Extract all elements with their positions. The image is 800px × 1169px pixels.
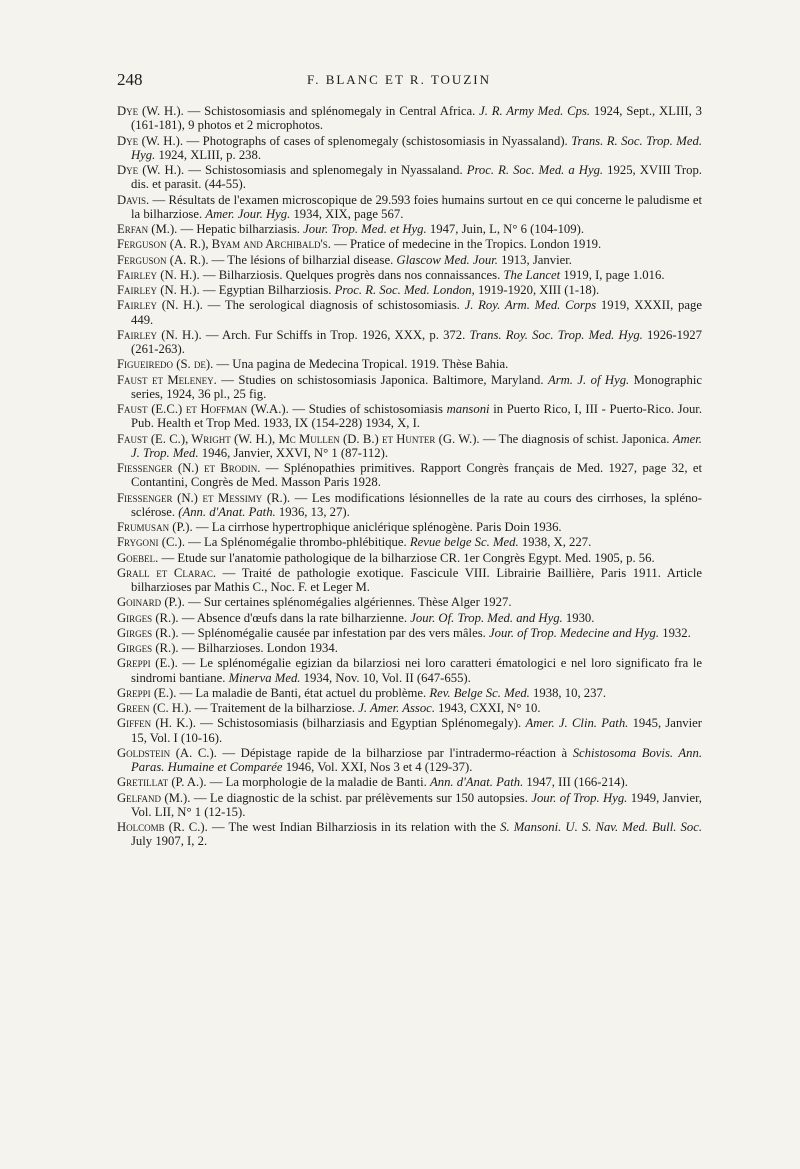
reference-author: Goebel. xyxy=(117,550,159,565)
reference-journal: Glascow Med. Jour. xyxy=(396,252,498,267)
reference-author: Dye (W. H.). xyxy=(117,104,184,118)
reference-author: Fairley (N. H.). xyxy=(117,327,202,342)
reference-entry xyxy=(117,461,702,490)
reference-text: — Photographs of cases of splenomegaly (schistosomiasis in Nyassaland). xyxy=(183,133,572,148)
reference-details: 1932. xyxy=(659,625,691,640)
reference-author: Figueiredo (S. de). xyxy=(117,357,214,372)
reference-author: Dye (W. H.). xyxy=(117,163,185,177)
reference-journal: Proc. R. Soc. Med. a Hyg. xyxy=(466,163,604,177)
reference-author: Frygoni (C.). xyxy=(117,535,185,550)
reference-journal: Trans. R. Soc. Trop. Med. Hyg. xyxy=(131,133,702,162)
reference-author: Ferguson (A. R.). xyxy=(117,252,209,267)
reference-author: Davis. xyxy=(117,192,150,207)
reference-entry xyxy=(117,641,702,655)
reference-entry xyxy=(117,656,702,685)
reference-journal: Trans. Roy. Soc. Trop. Med. Hyg. xyxy=(469,327,643,342)
reference-text: — Hepatic bilharziasis. xyxy=(177,222,304,236)
reference-text: — Schistosomiasis (bilharziasis and Egyptian Splénomegaly). xyxy=(195,716,526,731)
reference-text: — The serological diagnosis of schistosomiasis. xyxy=(202,298,465,313)
reference-details: 1925, XVIII Trop. dis. et parasit. (44-55). xyxy=(131,163,702,192)
running-head: F. BLANC ET R. TOUZIN xyxy=(307,72,491,87)
reference-author: Greppi (E.). xyxy=(117,685,177,700)
reference-author: Faust et Meleney. xyxy=(117,372,217,387)
reference-text: — Splénopathies primitives. Rapport Congrès français de Med. 1927, page 32, et Contantini, Congrès de Med. Masson Paris 1928. xyxy=(131,461,702,490)
reference-entry xyxy=(117,402,702,431)
reference-text: — La maladie de Banti, état actuel du problème. xyxy=(176,685,430,700)
reference-details: 1913, Janvier. xyxy=(497,252,572,267)
reference-entry xyxy=(117,626,702,640)
reference-text: — Arch. Fur Schiffs in Trop. 1926, XXX, p. 372. xyxy=(201,327,470,342)
reference-entry xyxy=(117,491,702,520)
reference-details: 1934, XIX, page 567. xyxy=(290,206,404,221)
reference-journal: Ann. d'Anat. Path. xyxy=(429,775,524,790)
reference-details: 1945, Janvier 15, Vol. I (10-16). xyxy=(131,716,703,745)
reference-author: Goinard (P.). xyxy=(117,595,185,610)
reference-details: 1938, X, 227. xyxy=(518,535,592,550)
reference-journal: J. R. Army Med. Cps. xyxy=(479,104,591,118)
reference-text: — Dépistage rapide de la bilharziose par l'intradermo-réaction à xyxy=(216,745,573,760)
reference-journal: Amer. J. Clin. Path. xyxy=(525,716,629,731)
reference-text: — Splénomégalie causée par infestation par des vers mâles. xyxy=(178,625,489,640)
reference-details: 1949, Janvier, Vol. LII, N° 1 (12-15). xyxy=(131,790,702,819)
reference-details: Monographic series, 1924, 36 pl., 25 fig. xyxy=(131,372,703,401)
reference-entry xyxy=(117,268,702,282)
reference-text: — Studies of schistosomiasis xyxy=(288,402,447,416)
reference-journal: S. Mansoni. U. S. Nav. Med. Bull. Soc. xyxy=(500,820,702,834)
reference-author: Erfan (M.). xyxy=(117,222,178,236)
reference-author: Girges (R.). xyxy=(117,641,179,655)
reference-author: Girges (R.). xyxy=(117,625,179,640)
reference-entry xyxy=(117,134,702,163)
reference-journal: Amer. J. Trop. Med. xyxy=(131,431,702,460)
reference-text: — Pratice of medecine in the Tropics. London 1919. xyxy=(330,237,602,252)
reference-text: — Les modifications lésionnelles de la rate au cours des cirrhoses, la spléno-sclérose. xyxy=(131,490,702,519)
reference-entry xyxy=(117,611,702,625)
reference-text: — La Splénomégalie thrombo-phlébitique. xyxy=(185,535,410,550)
reference-author: Faust (E. C.), Wright (W. H.), Mc Mullen (D. B.) et Hunter (G. W.). xyxy=(117,431,480,446)
reference-text: — Schistosomiasis and splénomegaly in Central Africa. xyxy=(183,104,480,118)
reference-journal: The Lancet xyxy=(503,267,561,282)
reference-details: 1936, 13, 27). xyxy=(275,504,350,519)
reference-author: Giffen (H. K.). xyxy=(117,716,196,731)
reference-journal: Amer. Jour. Hyg. xyxy=(205,206,291,221)
reference-text: — Schistosomiasis and splenomegaly in Nyassaland. xyxy=(184,163,467,177)
reference-journal: Jour. of Trop. Hyg. xyxy=(531,790,628,805)
reference-author: Fiessenger (N.) et Messimy (R.). xyxy=(117,490,291,505)
reference-text: — Le diagnostic de la schist. par prélèvements sur 150 autopsies. xyxy=(190,790,532,805)
reference-journal: Schistosoma Bovis. Ann. Paras. Humaine et Comparée xyxy=(131,745,702,774)
reference-journal: Rev. Belge Sc. Med. xyxy=(429,685,530,700)
reference-text: — Traité de pathologie exotique. Fascicule VIII. Librairie Baillière, Paris 1911. Article bilharzioses par Mathis C., Noc. F. et Leger M. xyxy=(131,565,703,594)
reference-details: 1947, Juin, L, N° 6 (104-109). xyxy=(426,222,585,236)
reference-entry xyxy=(117,104,702,133)
reference-entry xyxy=(117,237,702,251)
reference-author: Frumusan (P.). xyxy=(117,520,193,534)
reference-author: Girges (R.). xyxy=(117,610,179,625)
reference-entry xyxy=(117,253,702,267)
reference-text: — Traitement de la bilharziose. xyxy=(191,701,359,715)
reference-text: — The west Indian Bilharziosis in its relation with the xyxy=(207,820,501,834)
reference-entry xyxy=(117,791,702,820)
reference-journal: Jour. of Trop. Medecine and Hyg. xyxy=(488,625,660,640)
reference-details: 1919, I, page 1.016. xyxy=(560,267,665,282)
reference-entry xyxy=(117,716,702,745)
reference-author: Gretillat (P. A.). xyxy=(117,775,207,790)
reference-journal: Jour. Of. Trop. Med. and Hyg. xyxy=(410,610,563,625)
reference-author: Faust (E.C.) et Hoffman (W.A.). xyxy=(117,402,289,416)
reference-entry xyxy=(117,820,702,849)
reference-author: Gelfand (M.). xyxy=(117,790,191,805)
reference-text: — Le splénomégalie egizian da bilarziosi nei loro caratteri ématologici e nel loro significato fra le sindromi bantiane. xyxy=(131,656,702,685)
reference-journal: Jour. Trop. Med. et Hyg. xyxy=(303,222,427,236)
reference-entry xyxy=(117,566,702,595)
reference-entry xyxy=(117,298,702,327)
reference-entry xyxy=(117,701,702,715)
reference-text: — The diagnosis of schist. Japonica. xyxy=(479,431,673,446)
reference-entry xyxy=(117,535,702,549)
reference-entry xyxy=(117,595,702,609)
reference-entry xyxy=(117,193,702,222)
reference-author: Ferguson (A. R.), Byam and Archibald's. xyxy=(117,237,331,252)
reference-entry xyxy=(117,328,702,357)
reference-journal: (Ann. d'Anat. Path. xyxy=(178,504,276,519)
reference-entry xyxy=(117,357,702,371)
reference-author: Fairley (N. H.). xyxy=(117,267,200,282)
reference-author: Goldstein (A. C.). xyxy=(117,745,217,760)
reference-text: — La cirrhose hypertrophique aniclérique splénogène. Paris Doin 1936. xyxy=(192,520,562,534)
reference-entry xyxy=(117,222,702,236)
reference-details: 1926-1927 (261-263). xyxy=(131,327,702,356)
reference-list xyxy=(117,104,702,849)
reference-details: 1946, Janvier, XXVI, N° 1 (87-112). xyxy=(198,445,388,460)
page-header xyxy=(117,70,702,94)
reference-text: — Bilharziosis. Quelques progrès dans nos connaissances. xyxy=(199,267,504,282)
reference-entry xyxy=(117,686,702,700)
reference-entry xyxy=(117,373,702,402)
reference-text: — La morphologie de la maladie de Banti. xyxy=(206,775,430,790)
reference-details: 1919-1920, XIII (1-18). xyxy=(474,283,600,297)
reference-journal: Proc. R. Soc. Med. London, xyxy=(334,283,475,297)
reference-entry xyxy=(117,520,702,534)
reference-text: — The lésions of bilharzial disease. xyxy=(208,252,397,267)
reference-journal: J. Amer. Assoc. xyxy=(358,701,435,715)
reference-details: 1924, Sept., XLIII, 3 (161-181), 9 photos et 2 microphotos. xyxy=(131,104,702,133)
reference-entry xyxy=(117,775,702,789)
reference-text: — Bilharzioses. London 1934. xyxy=(178,641,338,655)
reference-details: in Puerto Rico, I, III - Puerto-Rico. Jour. Pub. Health et Trop Med. 1933, IX (154-228) 1934, X, I. xyxy=(131,402,702,431)
reference-text: — Egyptian Bilharziosis. xyxy=(199,283,335,297)
reference-details: 1930. xyxy=(562,610,595,625)
reference-details: 1947, III (166-214). xyxy=(523,775,628,790)
reference-author: Grall et Clarac. xyxy=(117,565,217,580)
reference-author: Fairley (N. H.). xyxy=(117,298,203,313)
reference-text: — Résultats de l'examen microscopique de 29.593 foies humains surtout en ce qui concerne le paludisme et la bilharziose. xyxy=(131,192,702,221)
page-number: 248 xyxy=(117,70,143,89)
reference-details: 1946, Vol. XXI, Nos 3 et 4 (129-37). xyxy=(282,760,473,774)
reference-text: — Etude sur l'anatomie pathologique de la bilharziose CR. 1er Congrès Egypt. Med. 1905, p. 56. xyxy=(158,550,655,565)
reference-entry xyxy=(117,432,702,461)
reference-author: Fairley (N. H.). xyxy=(117,283,200,297)
reference-details: 1934, Nov. 10, Vol. II (647-655). xyxy=(300,670,471,685)
reference-author: Dye (W. H.). xyxy=(117,133,184,148)
reference-text: — Sur certaines splénomégalies algériennes. Thèse Alger 1927. xyxy=(184,595,512,610)
reference-author: Fiessenger (N.) et Brodin. xyxy=(117,461,261,475)
reference-text: — Studies on schistosomiasis Japonica. Baltimore, Maryland. xyxy=(216,372,548,387)
reference-entry xyxy=(117,746,702,775)
reference-journal: Revue belge Sc. Med. xyxy=(409,535,519,550)
reference-text: — Una pagina de Medecina Tropical. 1919. Thèse Bahia. xyxy=(213,357,509,372)
reference-author: Greppi (E.). xyxy=(117,656,178,671)
reference-entry xyxy=(117,163,702,192)
reference-journal: mansoni xyxy=(446,402,490,416)
reference-author: Green (C. H.). xyxy=(117,701,192,715)
reference-details: July 1907, I, 2. xyxy=(131,834,208,849)
reference-details: 1943, CXXI, N° 10. xyxy=(435,701,541,715)
reference-author: Holcomb (R. C.). xyxy=(117,820,208,834)
reference-details: 1919, XXXII, page 449. xyxy=(131,298,703,327)
reference-journal: Arm. J. of Hyg. xyxy=(547,372,630,387)
reference-entry xyxy=(117,551,702,565)
reference-text: — Absence d'œufs dans la rate bilharzienne. xyxy=(178,610,411,625)
reference-details: 1924, XLIII, p. 238. xyxy=(155,147,262,162)
reference-entry xyxy=(117,283,702,297)
reference-details: 1938, 10, 237. xyxy=(529,685,606,700)
reference-journal: Minerva Med. xyxy=(228,670,301,685)
reference-journal: J. Roy. Arm. Med. Corps xyxy=(464,298,597,313)
